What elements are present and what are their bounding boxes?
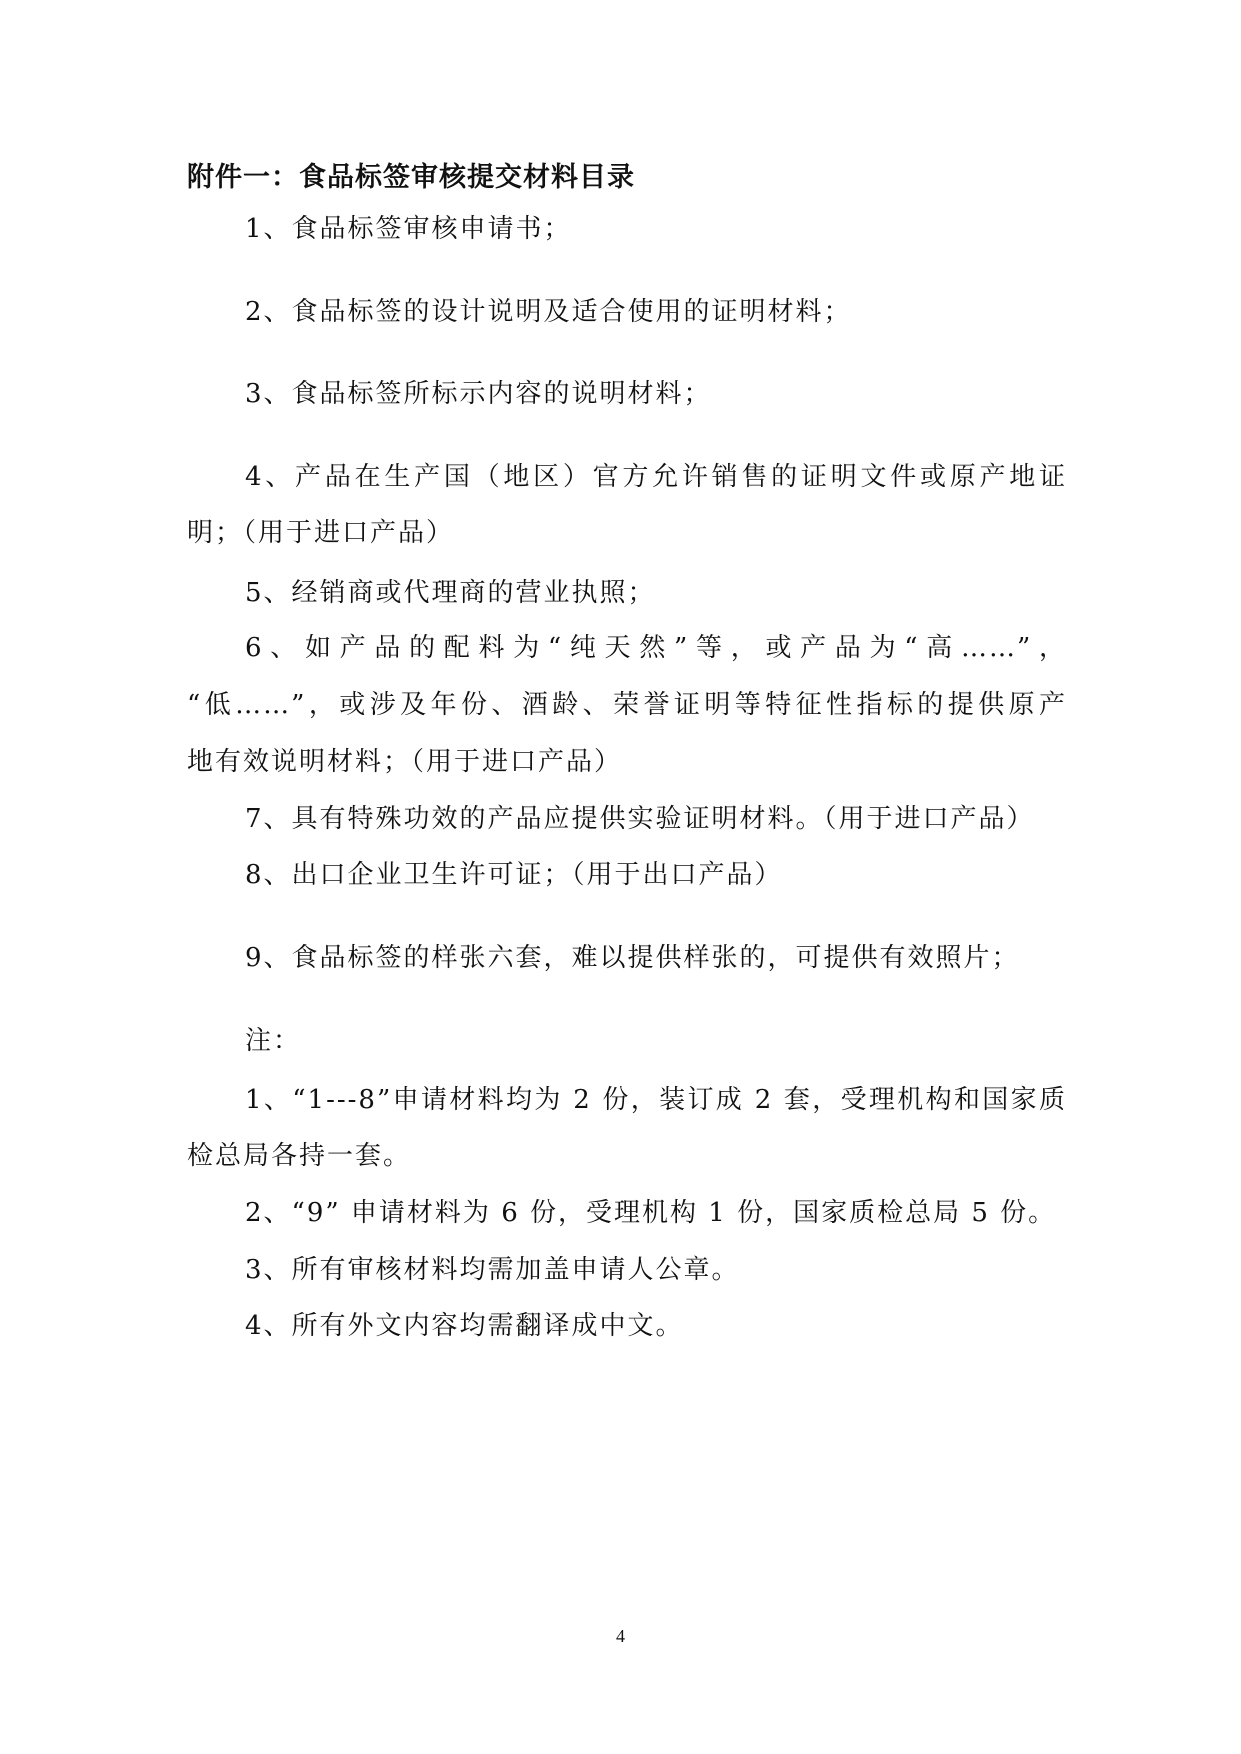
document-title: 附件一：食品标签审核提交材料目录 — [187, 162, 635, 193]
list-item-9: 9、食品标签的样张六套，难以提供样张的，可提供有效照片； — [245, 943, 1020, 973]
note-item-1-line-1: 1、“1---8”申请材料均为 2 份，装订成 2 套，受理机构和国家质 — [245, 1085, 1067, 1115]
list-item-4-line-2: 明；（用于进口产品） — [187, 518, 455, 548]
note-item-1-line-2: 检总局各持一套。 — [187, 1141, 412, 1171]
list-item-1: 1、食品标签审核申请书； — [245, 214, 572, 244]
list-item-8: 8、出口企业卫生许可证；（用于出口产品） — [245, 860, 783, 890]
list-item-6-line-2: “低……”，或涉及年份、酒龄、荣誉证明等特征性指标的提供原产 — [187, 690, 1067, 720]
list-item-7: 7、具有特殊功效的产品应提供实验证明材料。（用于进口产品） — [245, 804, 1035, 834]
list-item-2: 2、食品标签的设计说明及适合使用的证明材料； — [245, 297, 852, 327]
page-number: 4 — [616, 1626, 625, 1646]
list-item-6-line-3: 地有效说明材料；（用于进口产品） — [187, 747, 623, 777]
list-item-3: 3、食品标签所标示内容的说明材料； — [245, 379, 712, 409]
note-item-2: 2、“9” 申请材料为 6 份，受理机构 1 份，国家质检总局 5 份。 — [245, 1198, 1057, 1228]
list-item-4-line-1: 4、产品在生产国（地区）官方允许销售的证明文件或原产地证 — [245, 462, 1067, 492]
list-item-6-line-1: 6、如产品的配料为“纯天然”等，或产品为“高……”， — [245, 633, 1067, 663]
list-item-5: 5、经销商或代理商的营业执照； — [245, 578, 656, 608]
note-item-4: 4、所有外文内容均需翻译成中文。 — [245, 1311, 684, 1341]
note-item-3: 3、所有审核材料均需加盖申请人公章。 — [245, 1255, 740, 1285]
notes-heading: 注： — [245, 1026, 302, 1056]
